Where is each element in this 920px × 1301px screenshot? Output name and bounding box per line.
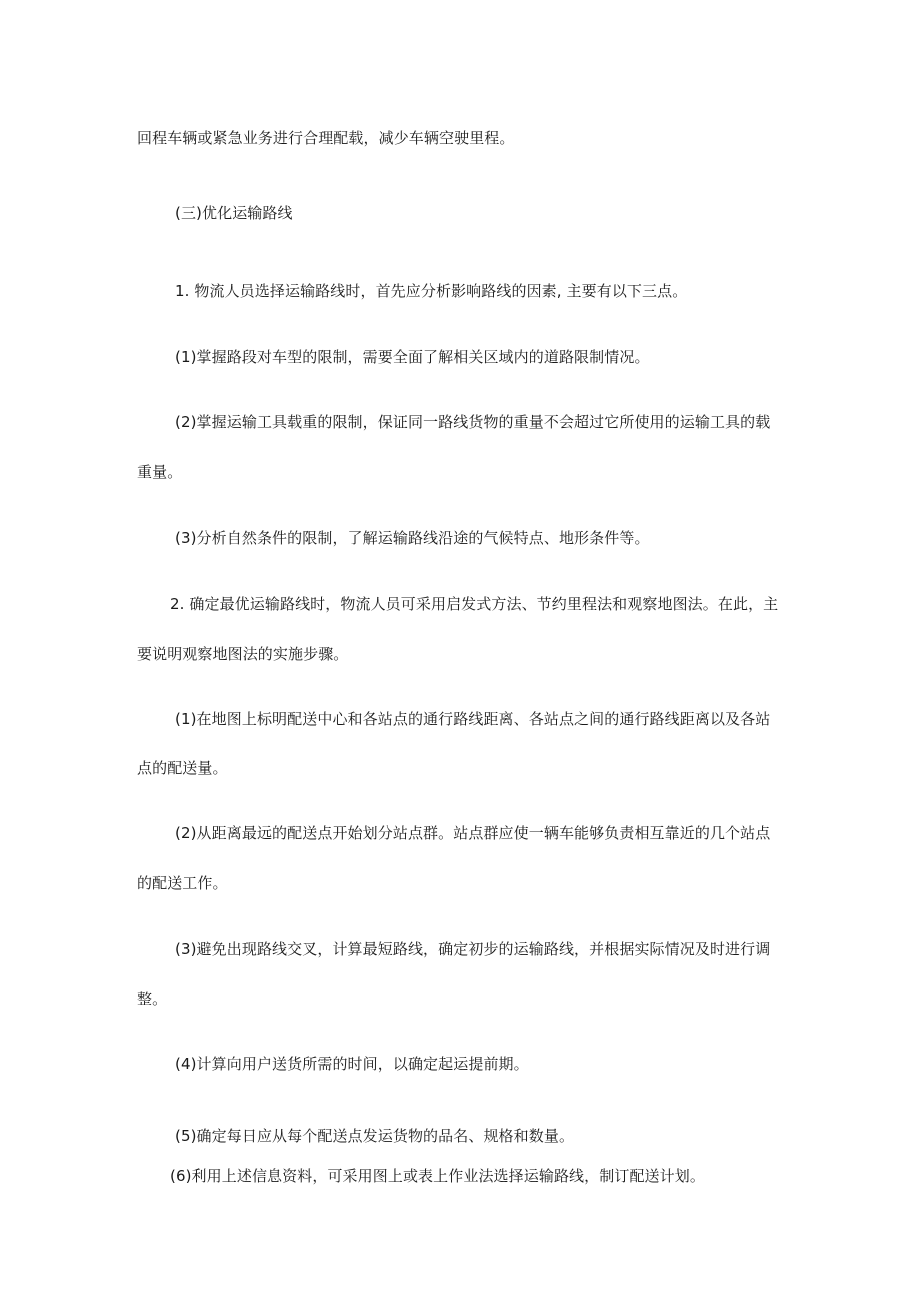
paragraph-line: 的配送工作。 (137, 874, 228, 892)
section-heading: (三)优化运输路线 (175, 204, 293, 222)
paragraph-line: (1)在地图上标明配送中心和各站点的通行路线距离、各站点之间的通行路线距离以及各站 (175, 710, 771, 728)
paragraph-line: 回程车辆或紧急业务进行合理配载，减少车辆空驶里程。 (137, 129, 515, 147)
paragraph-line: 1. 物流人员选择运输路线时，首先应分析影响路线的因素, 主要有以下三点。 (175, 282, 688, 300)
paragraph-line: (1)掌握路段对车型的限制，需要全面了解相关区域内的道路限制情况。 (175, 348, 650, 366)
paragraph-line: 要说明观察地图法的实施步骤。 (137, 645, 349, 663)
paragraph-line: 重量。 (137, 463, 183, 481)
paragraph-line: (5)确定每日应从每个配送点发运货物的品名、规格和数量。 (175, 1127, 575, 1145)
paragraph-line: (2)从距离最远的配送点开始划分站点群。站点群应使一辆车能够负责相互靠近的几个站点 (175, 824, 771, 842)
paragraph-line: (4)计算向用户送货所需的时间，以确定起运提前期。 (175, 1055, 529, 1073)
paragraph-line: (3)避免出现路线交叉，计算最短路线，确定初步的运输路线，并根据实际情况及时进行调 (175, 940, 771, 958)
paragraph-line: (3)分析自然条件的限制，了解运输路线沿途的气候特点、地形条件等。 (175, 529, 650, 547)
paragraph-line: 2. 确定最优运输路线时，物流人员可采用启发式方法、节约里程法和观察地图法。在此，主 (170, 595, 779, 613)
paragraph-line: 点的配送量。 (137, 759, 228, 777)
paragraph-line: 整。 (137, 990, 168, 1008)
paragraph-line: (2)掌握运输工具载重的限制，保证同一路线货物的重量不会超过它所使用的运输工具的载 (175, 413, 771, 431)
paragraph-line: (6)利用上述信息资料，可采用图上或表上作业法选择运输路线，制订配送计划。 (170, 1167, 705, 1185)
